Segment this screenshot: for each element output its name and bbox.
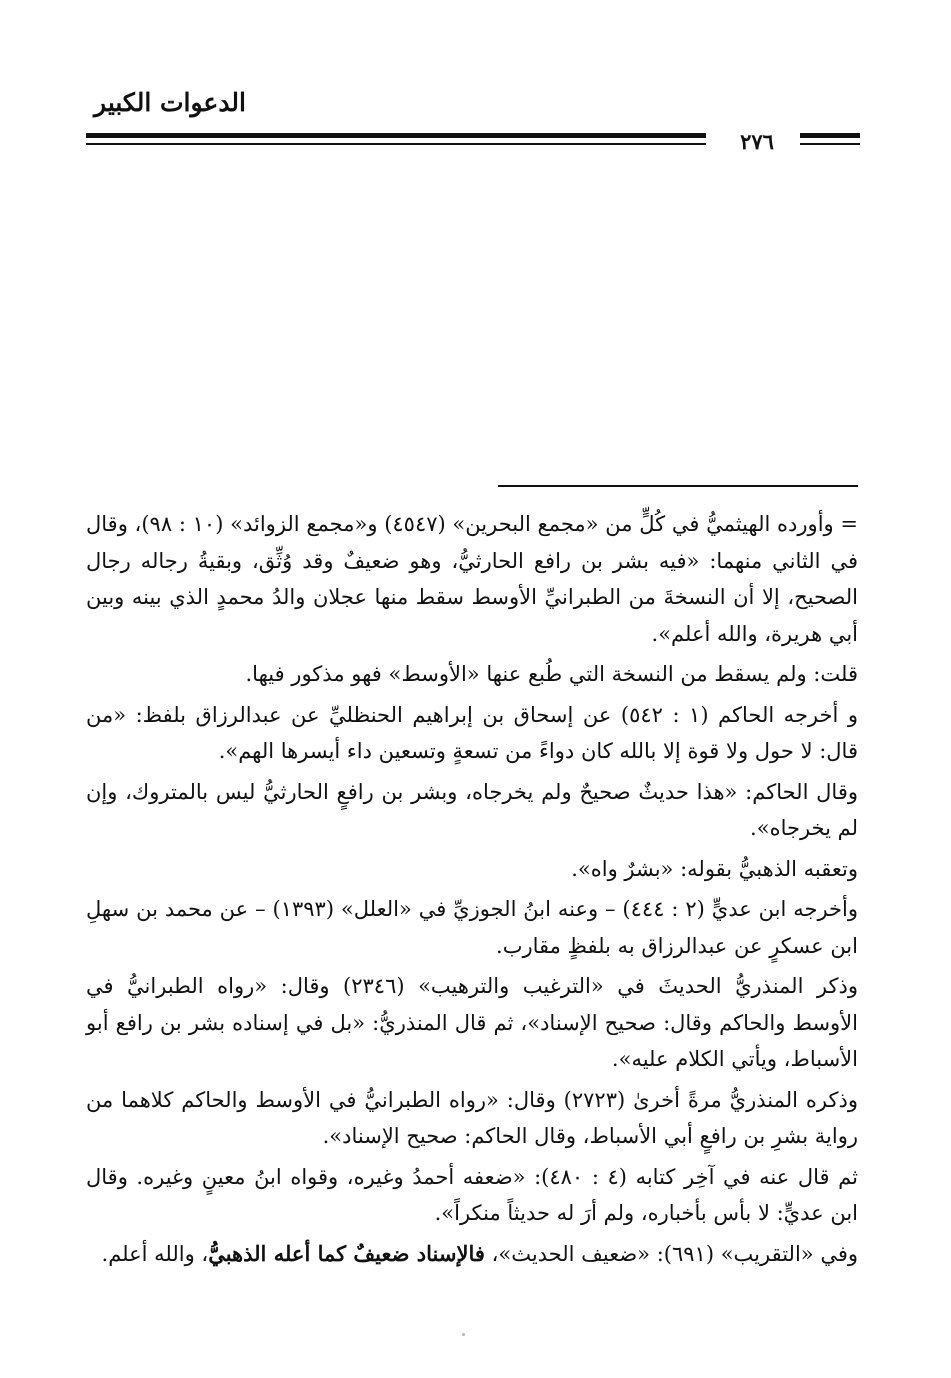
footnote-separator [498, 485, 858, 487]
footnote-last-part1: وفي «التقريب» (٦٩١): «ضعيف الحديث»، [484, 1241, 858, 1266]
footnote-last-bold: فالإسناد ضعيفٌ كما أعله الذهبيُّ [208, 1240, 485, 1266]
footnote-paragraph-2: قلت: ولم يسقط من النسخة التي طُبع عنها «الأوسط» فهو مذكور فيها. [245, 662, 858, 686]
page-speck [462, 1333, 465, 1336]
header-rule-left-top [86, 133, 706, 138]
footnote-paragraph-1: = وأورده الهيثميُّ في كُلٍّ من «مجمع البحرين» (٤٥٤٧) و«مجمع الزوائد» (١٠ : ٩٨)، وقال في الثاني منهما: «فيه بشر بن رافع الحارثيُّ، وهو ضعيفٌ وقد وُثِّق، وبقيةُ رجاله رجال الصحيح، إلا أن النسخةَ من الطبرانيِّ الأوسط سقط منها عجلان والدُ محمدٍ الذي بينه وبين أبي هريرة، والله أعلم». [86, 512, 858, 646]
footnote-paragraph-9: ثم قال عنه في آخِر كتابه (٤ : ٤٨٠): «ضعفه أحمدُ وغيره، وقواه ابنُ معينٍ وغيره. وقال ابن عديٍّ: لا بأس بأخباره، ولم أرَ له حديثاً منكراً». [86, 1164, 858, 1225]
header-rule-right-bottom [800, 143, 860, 145]
header-rule-right-top [800, 133, 860, 138]
header-rule-left-bottom [86, 143, 706, 145]
running-title: الدعوات الكبير [94, 88, 246, 117]
footnote-paragraph-3: و أخرجه الحاكم (١ : ٥٤٢) عن إسحاق بن إبراهيم الحنظليِّ عن عبدالرزاق بلفظ: «من قال: لا حول ولا قوة إلا بالله كان دواءً من تسعةٍ وتسعين داء أيسرها الهم». [86, 702, 858, 763]
footnote-paragraph-4: وقال الحاكم: «هذا حديثٌ صحيحٌ ولم يخرجاه، وبشر بن رافعٍ الحارثيُّ ليس بالمتروك، وإن لم يخرجاه». [86, 779, 858, 840]
footnote-paragraph-7: وذكر المنذريُّ الحديثَ في «الترغيب والترهيب» (٢٣٤٦) وقال: «رواه الطبرانيُّ في الأوسط والحاكم وقال: صحيح الإسناد»، ثم قال المنذريُّ: «بل في إسناده بشر بن رافع أبو الأسباط، ويأتي الكلام عليه». [86, 974, 858, 1071]
footnote-paragraph-5: وتعقبه الذهبيُّ بقوله: «بشرٌ واه». [571, 856, 858, 881]
page-number: ٢٧٦ [740, 129, 774, 154]
footnote-paragraph-10 [86, 1236, 858, 1273]
footnote-paragraph-6: وأخرجه ابن عديٍّ (٢ : ٤٤٤) – وعنه ابنُ الجوزيِّ في «العلل» (١٣٩٣) – عن محمد بن سهلِ ابن عسكرٍ عن عبدالرزاق به بلفظٍ مقارب. [86, 897, 858, 958]
footnotes [86, 506, 858, 1276]
footnote-paragraph-8: وذكره المنذريُّ مرةً أخرىٰ (٢٧٢٣) وقال: «رواه الطبرانيُّ في الأوسط والحاكم كلاهما من رواية بشرِ بن رافعٍ أبي الأسباط، وقال الحاكم: صحيح الإسناد». [86, 1087, 858, 1148]
footnote-last-part2: ، والله أعلم. [101, 1241, 209, 1266]
